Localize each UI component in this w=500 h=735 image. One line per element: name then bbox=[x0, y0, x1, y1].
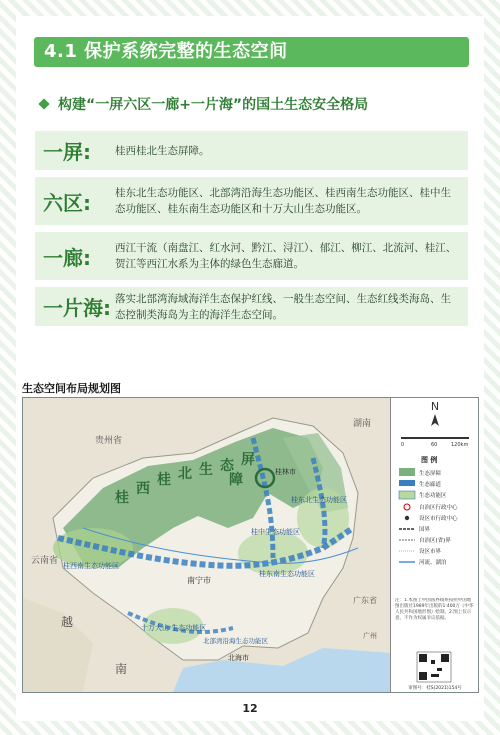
barrier-char: 态 bbox=[220, 458, 234, 474]
label-yunnan: 云南省 bbox=[31, 556, 59, 566]
legend-item: 生态廊道 bbox=[419, 482, 442, 488]
legend-item: 生态屏障 bbox=[419, 471, 442, 477]
ecological-map bbox=[22, 397, 479, 693]
label-guizhou: 贵州省 bbox=[95, 436, 123, 446]
label-dongnan-zone: 桂东南生态功能区 bbox=[259, 570, 315, 578]
svg-text:N: N bbox=[430, 400, 440, 413]
approval-number: 审图号：桂S(2021)154号 bbox=[408, 686, 462, 691]
row-yiping bbox=[35, 131, 468, 170]
label-nanning: 南宁市 bbox=[187, 576, 211, 585]
barrier-char: 屏 bbox=[241, 452, 255, 468]
label-shiwan-zone: 十万大山 生态功能区 bbox=[141, 624, 207, 632]
barrier-char: 生 bbox=[199, 462, 213, 478]
barrier-char: 西 bbox=[136, 481, 150, 497]
row-label: 一廊: bbox=[43, 245, 91, 270]
legend-item: 自治区(省)界 bbox=[419, 538, 451, 544]
map-caption: 生态空间布局规划图 bbox=[22, 382, 121, 395]
legend-item: 设区市行政中心 bbox=[419, 516, 458, 522]
row-text: 桂东北生态功能区、北部湾沿海生态功能区、桂西南生态功能区、桂中生态功能区、桂东南生态功能区和十万大山生态功能区。 bbox=[115, 187, 451, 215]
label-nan: 南 bbox=[115, 662, 128, 676]
row-yilang bbox=[35, 232, 468, 280]
legend-item: 生态功能区 bbox=[419, 493, 447, 499]
page-number: 12 bbox=[242, 702, 258, 715]
legend-item: 河流、湖泊 bbox=[419, 560, 447, 566]
row-label: 一屏: bbox=[43, 140, 91, 164]
subtitle-text: 构建“一屏六区一廊+一片海”的国土生态安全格局 bbox=[58, 97, 369, 113]
label-vietnam: 越 bbox=[61, 615, 74, 629]
diamond-bullet-icon bbox=[38, 98, 49, 109]
scale-label: 60 bbox=[431, 442, 438, 448]
section-title: 4.1 保护系统完整的生态空间 bbox=[34, 37, 469, 67]
legend-title: 图 例 bbox=[421, 456, 438, 464]
barrier-char: 北 bbox=[178, 466, 192, 482]
scale-label: 0 bbox=[401, 442, 405, 448]
label-guilin: 桂林市 bbox=[275, 468, 296, 476]
row-text: 桂西桂北生态屏障。 bbox=[115, 144, 210, 157]
label-guangdong: 广东省 bbox=[353, 596, 377, 605]
barrier-char: 障 bbox=[229, 472, 243, 488]
legend-item: 设区市界 bbox=[419, 549, 442, 555]
row-liuqu bbox=[35, 177, 468, 225]
label-dongbei-zone: 桂东北生态功能区 bbox=[291, 496, 347, 504]
label-hunan: 湖南 bbox=[353, 419, 372, 429]
row-label: 一片海: bbox=[43, 296, 111, 320]
row-yipianhai bbox=[35, 287, 468, 326]
scale-label: 120km bbox=[451, 442, 469, 448]
map-note: 注：1.本图上中国国界线系按照中国地图出版社1989年出版的1:400万《中华人民共和国地形图》绘制。2.图上仅示意，不作为权属争议依据。 bbox=[395, 598, 474, 621]
label-xinan-zone: 桂西南生态功能区 bbox=[63, 562, 119, 570]
map-legend bbox=[390, 398, 478, 692]
row-text: 西江干流（南盘江、红水河、黔江、浔江）、郁江、柳江、北流河、桂江、贺江等西江水系为主体的绿色生态廊道。 bbox=[115, 242, 457, 270]
barrier-char: 桂 bbox=[157, 472, 171, 488]
row-label: 六区: bbox=[43, 190, 91, 215]
label-coast-zone: 北部湾沿海生态功能区 bbox=[203, 637, 268, 645]
subtitle bbox=[40, 95, 460, 115]
legend-item: 自治区行政中心 bbox=[419, 505, 458, 511]
label-guangzhou: 广州 bbox=[363, 632, 377, 640]
label-zhong-zone: 桂中生态功能区 bbox=[251, 528, 300, 536]
row-text: 落实北部湾海域海洋生态保护红线、一般生态空间、生态红线类海岛、生态控制类海岛为主的海洋生态空间。 bbox=[115, 292, 451, 321]
map-drawing bbox=[23, 398, 392, 692]
legend-item: 国界 bbox=[419, 527, 431, 533]
barrier-char: 桂 bbox=[115, 490, 129, 506]
legend-drawing bbox=[391, 398, 479, 692]
label-beihai: 北海市 bbox=[228, 654, 249, 662]
